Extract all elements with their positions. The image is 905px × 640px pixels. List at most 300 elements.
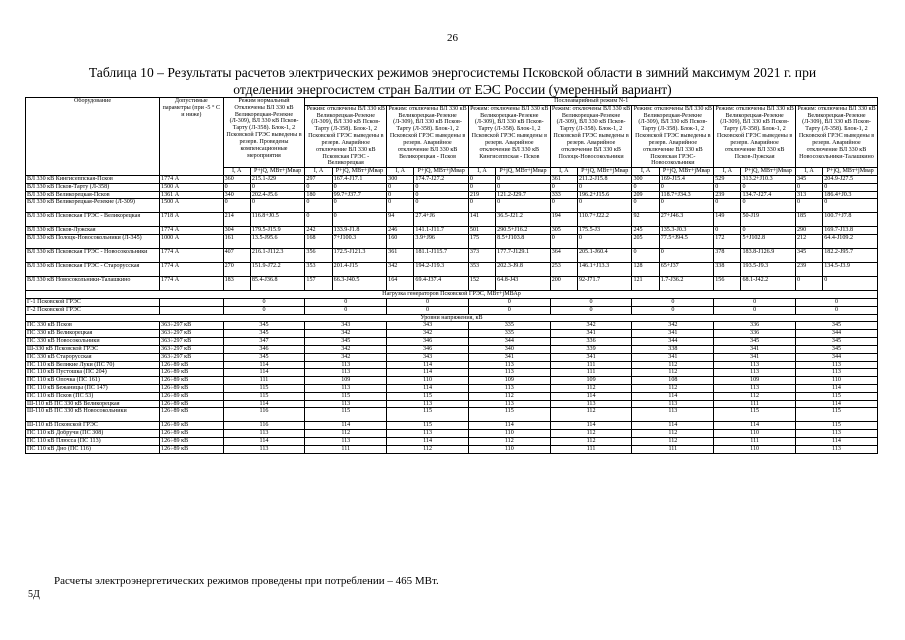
header-row-1 xyxy=(26,98,878,106)
bus-name: Ш-110 кВ ПС 330 кВ Новосокольники xyxy=(26,408,160,422)
corner-mark: 5Д xyxy=(28,589,40,600)
line-value: 0 xyxy=(468,199,495,213)
line-value: 201.4-J15 xyxy=(332,263,387,277)
header-power: P+jQ, МВт+jМвар xyxy=(496,168,551,176)
table-row xyxy=(26,369,878,377)
bus-voltage: 111 xyxy=(550,361,632,369)
line-value: 118.7+J34.3 xyxy=(659,191,714,199)
line-value: 149 xyxy=(714,213,741,227)
line-value: 0 xyxy=(714,183,741,191)
line-value: 0 xyxy=(496,199,551,213)
bus-voltage: 112 xyxy=(550,384,632,392)
bus-voltage: 111 xyxy=(305,445,387,453)
line-value: 356 xyxy=(305,249,332,263)
line-value: 7+J100.3 xyxy=(332,235,387,249)
bus-voltage: 110 xyxy=(387,377,469,385)
line-name: ВЛ 330 кВ Псковская ГРЭС - Новосокольники xyxy=(26,249,160,263)
line-value: 209 xyxy=(632,191,659,199)
line-value: 290.5+J16.2 xyxy=(496,227,551,235)
line-value: 0 xyxy=(550,199,577,213)
bus-voltage: 342 xyxy=(632,322,714,330)
bus-name: ПС 110 кВ Пустошка (ПС 204) xyxy=(26,369,160,377)
line-value: 134.5-J3.9 xyxy=(823,263,878,277)
header-power: P+jQ, МВт+jМвар xyxy=(414,168,469,176)
bus-voltage: 345 xyxy=(223,322,305,330)
line-value: 8.5+J103.8 xyxy=(496,235,551,249)
bus-voltage: 114 xyxy=(795,400,877,408)
table-row xyxy=(26,183,878,191)
bus-name: Ш-330 кВ Псковской ГРЭС xyxy=(26,345,160,353)
line-value: 27+J46.3 xyxy=(659,213,714,227)
line-name: ВЛ 330 кВ Великорецкая-Резекне (Л-309) xyxy=(26,199,160,213)
line-value: 242 xyxy=(305,227,332,235)
bus-voltage: 346 xyxy=(387,345,469,353)
header-scenario: Режим: отключены ВЛ 330 кВ Великорецкая-Резекне (Л-309), ВЛ 330 кВ Псков-Тарту (Л-358). Блок-1, 2 Псковской ГРЭС выведены в резерв. Аварийное отключение ВЛ 330 кВ Псковская ГРЭС-Новосокольники xyxy=(633,105,712,167)
bus-voltage: 116 xyxy=(223,422,305,430)
bus-voltage: 113 xyxy=(714,384,796,392)
bus-voltage: 112 xyxy=(632,369,714,377)
line-value: 141 xyxy=(468,213,495,227)
generator-limit xyxy=(160,306,224,314)
line-value: 0 xyxy=(577,235,632,249)
table-row xyxy=(26,392,878,400)
bus-voltage: 112 xyxy=(714,392,796,400)
line-value: 68.1-J42.2 xyxy=(741,277,796,291)
generator-value: 0 xyxy=(305,306,387,314)
line-value: 0 xyxy=(577,199,632,213)
bus-voltage: 115 xyxy=(387,422,469,430)
bus-voltage: 113 xyxy=(795,369,877,377)
generator-name: Г-1 Псковской ГРЭС xyxy=(26,299,160,307)
bus-voltage: 341 xyxy=(632,330,714,338)
generator-value: 0 xyxy=(550,299,632,307)
line-value: 0 xyxy=(305,213,332,227)
line-value: 0 xyxy=(250,183,305,191)
line-value: 202.4-J5.6 xyxy=(250,191,305,199)
bus-name: ПС 330 кВ Псков xyxy=(26,322,160,330)
bus-voltage: 111 xyxy=(632,445,714,453)
line-value: 300 xyxy=(387,175,414,183)
table-title xyxy=(10,64,895,98)
bus-voltage: 113 xyxy=(305,400,387,408)
generator-value: 0 xyxy=(387,299,469,307)
section-voltages: Уровни напряжения, кВ xyxy=(26,314,878,322)
generator-name: Г-2 Псковской ГРЭС xyxy=(26,306,160,314)
generator-value: 0 xyxy=(468,299,550,307)
line-name: ВЛ 330 кВ Псков-Тарту (Л-358) xyxy=(26,183,160,191)
bus-voltage: 344 xyxy=(468,338,550,346)
line-value: 0 xyxy=(223,199,250,213)
bus-voltage: 110 xyxy=(795,377,877,385)
line-value: 0 xyxy=(250,199,305,213)
line-value: 313.2+J10.3 xyxy=(741,175,796,183)
bus-voltage: 345 xyxy=(305,338,387,346)
table-row xyxy=(26,384,878,392)
line-value: 202.3-J9.8 xyxy=(496,263,551,277)
bus-voltage: 114 xyxy=(223,438,305,446)
bus-voltage: 109 xyxy=(550,377,632,385)
bus-voltage: 336 xyxy=(714,330,796,338)
results-table xyxy=(25,97,878,454)
bus-voltage: 116 xyxy=(223,408,305,422)
bus-voltage: 335 xyxy=(468,322,550,330)
line-value: 85.4-J36.8 xyxy=(250,277,305,291)
bus-voltage: 111 xyxy=(550,369,632,377)
line-value: 128 xyxy=(632,263,659,277)
table-row xyxy=(26,235,878,249)
bus-voltage: 114 xyxy=(632,422,714,430)
bus-voltage: 109 xyxy=(714,377,796,385)
line-name: ВЛ 330 кВ Псковская ГРЭС - Старорусская xyxy=(26,263,160,277)
line-value: 0 xyxy=(332,199,387,213)
table-row xyxy=(26,345,878,353)
generator-value: 0 xyxy=(714,306,796,314)
line-value: 345 xyxy=(795,175,822,183)
bus-limit: 126÷89 кВ xyxy=(160,400,224,408)
line-limit: 1361 А xyxy=(160,191,224,199)
line-value: 0 xyxy=(714,227,741,235)
line-limit: 1000 А xyxy=(160,235,224,249)
bus-voltage: 114 xyxy=(632,392,714,400)
bus-voltage: 113 xyxy=(795,445,877,453)
line-value: 164 xyxy=(387,277,414,291)
bus-limit: 126÷89 кВ xyxy=(160,369,224,377)
bus-voltage: 345 xyxy=(795,338,877,346)
line-value: 169.7-J13.8 xyxy=(823,227,878,235)
bus-voltage: 115 xyxy=(795,422,877,430)
bus-limit: 126÷89 кВ xyxy=(160,384,224,392)
line-value: 69.4-J37.4 xyxy=(414,277,469,291)
line-value: 161 xyxy=(223,235,250,249)
section-row xyxy=(26,291,878,299)
bus-voltage: 346 xyxy=(223,345,305,353)
bus-name: ПС 110 кВ Великие Луки (ПС 70) xyxy=(26,361,160,369)
line-value: 175 xyxy=(468,235,495,249)
bus-limit: 126÷89 кВ xyxy=(160,408,224,422)
line-value: 0 xyxy=(741,199,796,213)
bus-voltage: 339 xyxy=(550,345,632,353)
header-scenario: Режим: отключены ВЛ 330 кВ Великорецкая-Резекне (Л-309), ВЛ 330 кВ Псков-Тарту (Л-358). Блок-1, 2 Псковской ГРЭС выведены в резерв. Аварийное отключение ВЛ 330 кВ Новосокольники-Талашкино xyxy=(795,105,877,167)
bus-voltage: 115 xyxy=(305,408,387,422)
table-row xyxy=(26,227,878,235)
generator-value: 0 xyxy=(468,306,550,314)
line-value: 353 xyxy=(468,263,495,277)
bus-voltage: 113 xyxy=(305,384,387,392)
line-value: 5+J102.8 xyxy=(741,235,796,249)
bus-voltage: 114 xyxy=(387,361,469,369)
table-row xyxy=(26,263,878,277)
line-value: 0 xyxy=(387,191,414,199)
line-value: 64.4-J109.2 xyxy=(823,235,878,249)
header-postfault-mode: Послеаварийный режим N-1 xyxy=(305,98,878,106)
bus-voltage: 114 xyxy=(468,422,550,430)
header-power: P+jQ, МВт+jМвар xyxy=(250,168,305,176)
line-value: 134.7-J27.4 xyxy=(741,191,796,199)
line-value: 160 xyxy=(387,235,414,249)
line-value: 216.1-J112.3 xyxy=(250,249,305,263)
line-value: 172.5-J121.3 xyxy=(332,249,387,263)
line-value: 361 xyxy=(550,175,577,183)
line-limit: 1774 А xyxy=(160,227,224,235)
line-value: 246 xyxy=(387,227,414,235)
bus-limit: 363÷297 кВ xyxy=(160,353,224,361)
bus-limit: 126÷89 кВ xyxy=(160,377,224,385)
line-name: ВЛ 330 кВ Псковская ГРЭС - Великорецкая xyxy=(26,213,160,227)
bus-voltage: 113 xyxy=(305,369,387,377)
bus-name: ПС 110 кВ Добручи (ПС 308) xyxy=(26,430,160,438)
line-value: 245 xyxy=(632,227,659,235)
table-row xyxy=(26,408,878,422)
section-generators: Нагрузка генераторов Псковской ГРЭС, МВт+jМВАр xyxy=(26,291,878,299)
line-value: 407 xyxy=(223,249,250,263)
line-value: 239 xyxy=(714,191,741,199)
line-value: 300 xyxy=(632,175,659,183)
bus-voltage: 113 xyxy=(468,384,550,392)
line-value: 239 xyxy=(795,263,822,277)
line-name: ВЛ 330 кВ Великорецкая-Псков xyxy=(26,191,160,199)
bus-voltage: 113 xyxy=(795,361,877,369)
line-value: 146.1+J13.3 xyxy=(577,263,632,277)
line-value: 183.8-J126.9 xyxy=(741,249,796,263)
bus-voltage: 346 xyxy=(387,338,469,346)
bus-voltage: 341 xyxy=(550,330,632,338)
line-value: 66.3-J40.5 xyxy=(332,277,387,291)
bus-limit: 126÷89 кВ xyxy=(160,438,224,446)
bus-voltage: 114 xyxy=(387,369,469,377)
line-value: 65+J37 xyxy=(659,263,714,277)
line-value: 0 xyxy=(823,183,878,191)
line-value: 194 xyxy=(550,213,577,227)
bus-voltage: 113 xyxy=(632,408,714,422)
bus-voltage: 108 xyxy=(632,377,714,385)
bus-name: Ш-110 кВ Псковской ГРЭС xyxy=(26,422,160,430)
bus-voltage: 115 xyxy=(468,408,550,422)
header-current: I, А xyxy=(795,168,822,176)
generator-value: 0 xyxy=(714,299,796,307)
line-value: 340 xyxy=(223,191,250,199)
line-value: 219 xyxy=(468,191,495,199)
table-row xyxy=(26,400,878,408)
bus-voltage: 341 xyxy=(550,353,632,361)
bus-voltage: 336 xyxy=(714,322,796,330)
table-row xyxy=(26,199,878,213)
bus-voltage: 115 xyxy=(223,384,305,392)
line-value: 175.5-J3 xyxy=(577,227,632,235)
bus-voltage: 344 xyxy=(795,353,877,361)
line-value: 0 xyxy=(496,175,551,183)
bus-voltage: 345 xyxy=(223,330,305,338)
line-value: 378 xyxy=(714,249,741,263)
line-value: 36.5-J21.2 xyxy=(496,213,551,227)
bus-voltage: 114 xyxy=(305,422,387,430)
line-value: 0 xyxy=(632,199,659,213)
bus-voltage: 115 xyxy=(795,392,877,400)
line-value: 0 xyxy=(414,191,469,199)
line-value: 185 xyxy=(795,213,822,227)
bus-voltage: 341 xyxy=(714,353,796,361)
bus-voltage: 114 xyxy=(795,384,877,392)
line-value: 50-J19 xyxy=(741,213,796,227)
table-row xyxy=(26,322,878,330)
line-value: 215.1-J29 xyxy=(250,175,305,183)
line-value: 94 xyxy=(387,213,414,227)
bus-name: ПС 330 кВ Старорусская xyxy=(26,353,160,361)
bus-voltage: 113 xyxy=(714,361,796,369)
line-value: 0 xyxy=(714,199,741,213)
line-value: 0 xyxy=(659,249,714,263)
bus-voltage: 115 xyxy=(223,392,305,400)
header-scenario: Режим: отключены ВЛ 330 кВ Великорецкая-Резекне (Л-309), ВЛ 330 кВ Псков-Тарту (Л-358). Блок-1, 2 Псковской ГРЭС выведены в резерв. Аварийное отключение ВЛ 330 кВ Полоцк-Новосокольники xyxy=(550,105,632,167)
line-value: 333 xyxy=(550,191,577,199)
line-value: 174.7-J27.2 xyxy=(414,175,469,183)
bus-voltage: 113 xyxy=(468,369,550,377)
line-value: 211.2-J15.8 xyxy=(577,175,632,183)
line-value: 342 xyxy=(387,263,414,277)
line-value: 204.9-J27.5 xyxy=(823,175,878,183)
header-current: I, А xyxy=(632,168,659,176)
bus-voltage: 112 xyxy=(632,438,714,446)
line-value: 13.5-J95.6 xyxy=(250,235,305,249)
bus-voltage: 112 xyxy=(550,408,632,422)
line-value: 186.4+J0.3 xyxy=(823,191,878,199)
line-value: 0 xyxy=(305,183,332,191)
header-current: I, А xyxy=(714,168,741,176)
line-value: 200 xyxy=(550,277,577,291)
header-scenario: Режим: отключены ВЛ 330 кВ Великорецкая-Резекне (Л-309), ВЛ 330 кВ Псков-Тарту (Л-358). Блок-1, 2 Псковской ГРЭС выведены в резерв. Аварийное отключение ВЛ 330 кВ Кингисеппская - Псков xyxy=(468,105,550,167)
line-limit: 1500 А xyxy=(160,183,224,191)
bus-voltage: 114 xyxy=(387,384,469,392)
bus-voltage: 113 xyxy=(223,430,305,438)
bus-voltage: 345 xyxy=(795,322,877,330)
bus-voltage: 343 xyxy=(305,322,387,330)
line-value: 212 xyxy=(795,235,822,249)
line-name: ВЛ 330 кВ Новосокольники-Талашкино xyxy=(26,277,160,291)
header-power: P+jQ, МВт+jМвар xyxy=(577,168,632,176)
line-value: 64.8-J43 xyxy=(496,277,551,291)
line-limit: 1774 А xyxy=(160,249,224,263)
generator-value: 0 xyxy=(795,299,877,307)
generator-limit xyxy=(160,299,224,307)
bus-voltage: 111 xyxy=(714,400,796,408)
header-power: P+jQ, МВт+jМвар xyxy=(332,168,387,176)
line-value: 121 xyxy=(632,277,659,291)
bus-voltage: 115 xyxy=(714,408,796,422)
line-value: 361 xyxy=(387,249,414,263)
line-value: 0 xyxy=(414,183,469,191)
line-value: 0 xyxy=(387,183,414,191)
line-value: 338 xyxy=(714,263,741,277)
bus-voltage: 343 xyxy=(387,322,469,330)
line-value: 182.2-J95.7 xyxy=(823,249,878,263)
bus-voltage: 114 xyxy=(223,361,305,369)
bus-limit: 126÷89 кВ xyxy=(160,392,224,400)
line-name: ВЛ 330 кВ Кингисеппская-Псков xyxy=(26,175,160,183)
header-power: P+jQ, МВт+jМвар xyxy=(823,168,878,176)
line-limit: 1774 А xyxy=(160,263,224,277)
header-allowed-params: Допустимые параметры (при -5 ° С и ниже) xyxy=(160,98,224,176)
line-value: 305 xyxy=(550,227,577,235)
line-value: 1.7-J36.2 xyxy=(659,277,714,291)
line-value: 0 xyxy=(659,199,714,213)
line-value: 364 xyxy=(550,249,577,263)
line-limit: 1774 А xyxy=(160,175,224,183)
header-equipment: Оборудование xyxy=(26,98,160,176)
header-scenario: Режим: отключены ВЛ 330 кВ Великорецкая-Резекне (Л-309), ВЛ 330 кВ Псков-Тарту (Л-358). Блок-1, 2 Псковской ГРЭС выведены в резерв. Аварийное отключение ВЛ 330 кВ Псков-Лужская xyxy=(714,105,796,167)
bus-name: ПС 110 кВ Псков (ПС 53) xyxy=(26,392,160,400)
bus-name: ПС 330 кВ Новосокольники xyxy=(26,338,160,346)
line-value: 0 xyxy=(468,183,495,191)
line-value: 167.4-J17.1 xyxy=(332,175,387,183)
bus-voltage: 338 xyxy=(632,345,714,353)
header-current: I, А xyxy=(305,168,332,176)
bus-voltage: 114 xyxy=(387,438,469,446)
bus-voltage: 344 xyxy=(632,338,714,346)
line-value: 501 xyxy=(468,227,495,235)
bus-voltage: 113 xyxy=(468,400,550,408)
header-scenario: Режим: отключены ВЛ 330 кВ Великорецкая-Резекне (Л-309), ВЛ 330 кВ Псков-Тарту (Л-358). Блок-1, 2 Псковской ГРЭС выведены в резерв. Аварийное отключение ВЛ 330 кВ Великорецкая - Псков xyxy=(387,105,469,167)
bus-name: Ш-110 кВ ПС 330 кВ Великорецкая xyxy=(26,400,160,408)
header-current: I, А xyxy=(550,168,577,176)
bus-voltage: 111 xyxy=(550,445,632,453)
line-limit: 1774 А xyxy=(160,277,224,291)
bus-name: ПС 110 кВ Бежаницы (ПС 147) xyxy=(26,384,160,392)
generator-value: 0 xyxy=(550,306,632,314)
bus-limit: 126÷89 кВ xyxy=(160,430,224,438)
bus-limit: 363÷297 кВ xyxy=(160,322,224,330)
line-value: 0 xyxy=(795,183,822,191)
line-value: 0 xyxy=(414,199,469,213)
table-row xyxy=(26,338,878,346)
bus-limit: 126÷89 кВ xyxy=(160,422,224,430)
section-row xyxy=(26,314,878,322)
line-value: 529 xyxy=(714,175,741,183)
bus-limit: 363÷297 кВ xyxy=(160,338,224,346)
bus-voltage: 114 xyxy=(795,438,877,446)
bus-voltage: 114 xyxy=(223,369,305,377)
bus-voltage: 341 xyxy=(632,353,714,361)
line-value: 0 xyxy=(332,183,387,191)
line-value: 157 xyxy=(305,277,332,291)
bus-voltage: 114 xyxy=(550,392,632,400)
line-value: 133.9-J1.8 xyxy=(332,227,387,235)
bus-voltage: 113 xyxy=(550,400,632,408)
bus-name: ПС 330 кВ Великорецкая xyxy=(26,330,160,338)
table-row xyxy=(26,299,878,307)
bus-name: ПС 110 кВ Опочка (ПС 161) xyxy=(26,377,160,385)
bus-voltage: 109 xyxy=(468,377,550,385)
bus-voltage: 341 xyxy=(468,353,550,361)
line-value: 180 xyxy=(305,191,332,199)
bus-voltage: 114 xyxy=(550,422,632,430)
bus-voltage: 113 xyxy=(795,430,877,438)
bus-voltage: 114 xyxy=(714,422,796,430)
bus-voltage: 336 xyxy=(550,338,632,346)
line-value: 0 xyxy=(632,249,659,263)
bus-limit: 363÷297 кВ xyxy=(160,345,224,353)
line-value: 214 xyxy=(223,213,250,227)
line-value: 270 xyxy=(223,263,250,277)
bus-voltage: 342 xyxy=(305,330,387,338)
bus-voltage: 344 xyxy=(795,330,877,338)
table-row xyxy=(26,175,878,183)
line-value: 297 xyxy=(305,175,332,183)
table-row xyxy=(26,191,878,199)
bus-voltage: 113 xyxy=(468,361,550,369)
line-value: 151.9-J72.2 xyxy=(250,263,305,277)
footnote: Расчеты электроэнергетических режимов проведены при потреблении – 465 МВт. xyxy=(54,575,439,587)
bus-voltage: 342 xyxy=(387,330,469,338)
bus-voltage: 110 xyxy=(468,430,550,438)
